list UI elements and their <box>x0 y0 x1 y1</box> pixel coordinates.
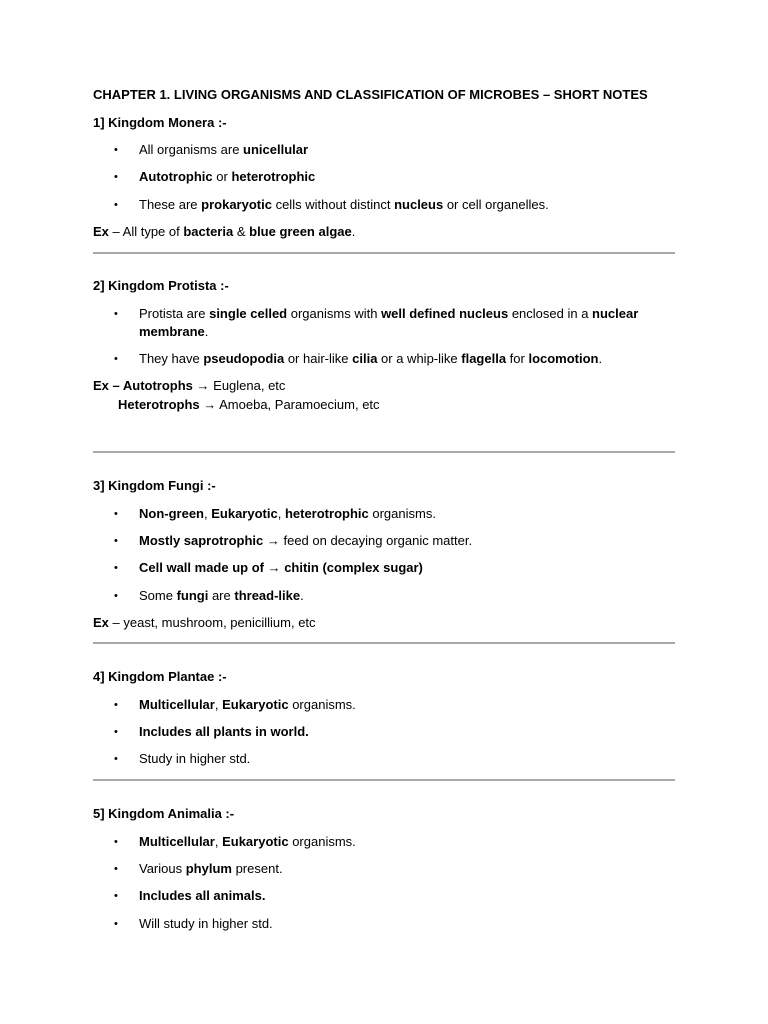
fungi-point-3: Cell wall made up of → chitin (complex sugar) <box>139 560 423 575</box>
bullet-marker: • <box>114 753 118 765</box>
section-heading-protista: 2] Kingdom Protista :- <box>93 278 229 293</box>
section-divider <box>93 642 675 644</box>
section-divider <box>93 779 675 781</box>
protista-point-1-continued: membrane. <box>139 324 209 339</box>
monera-example: Ex – All type of bacteria & blue green algae. <box>93 224 356 239</box>
monera-point-3: These are prokaryotic cells without distinct nucleus or cell organelles. <box>139 197 549 212</box>
section-divider <box>93 451 675 453</box>
section-heading-monera: 1] Kingdom Monera :- <box>93 115 227 130</box>
bullet-marker: • <box>114 144 118 156</box>
plantae-point-1: Multicellular, Eukaryotic organisms. <box>139 697 356 712</box>
bullet-marker: • <box>114 726 118 738</box>
bullet-marker: • <box>114 590 118 602</box>
fungi-point-4: Some fungi are thread-like. <box>139 588 304 603</box>
plantae-point-3: Study in higher std. <box>139 751 251 766</box>
protista-point-1: Protista are single celled organisms with well defined nucleus enclosed in a nuclear <box>139 306 639 321</box>
section-heading-plantae: 4] Kingdom Plantae :- <box>93 669 227 684</box>
section-heading-animalia: 5] Kingdom Animalia :- <box>93 806 235 821</box>
plantae-point-2: Includes all plants in world. <box>139 724 309 739</box>
bullet-marker: • <box>114 890 118 902</box>
bullet-marker: • <box>114 353 118 365</box>
protista-example-autotrophs: Ex – Autotrophs → Euglena, etc <box>93 378 286 393</box>
bullet-marker: • <box>114 863 118 875</box>
animalia-point-1: Multicellular, Eukaryotic organisms. <box>139 834 356 849</box>
section-divider <box>93 252 675 254</box>
bullet-marker: • <box>114 308 118 320</box>
bullet-marker: • <box>114 836 118 848</box>
animalia-point-2: Various phylum present. <box>139 861 283 876</box>
bullet-marker: • <box>114 508 118 520</box>
fungi-example: Ex – yeast, mushroom, penicillium, etc <box>93 615 316 630</box>
bullet-marker: • <box>114 199 118 211</box>
animalia-point-3: Includes all animals. <box>139 888 266 903</box>
bullet-marker: • <box>114 171 118 183</box>
fungi-point-1: Non-green, Eukaryotic, heterotrophic organisms. <box>139 506 436 521</box>
bullet-marker: • <box>114 918 118 930</box>
bullet-marker: • <box>114 562 118 574</box>
bullet-marker: • <box>114 535 118 547</box>
animalia-point-4: Will study in higher std. <box>139 916 273 931</box>
document-title: CHAPTER 1. LIVING ORGANISMS AND CLASSIFICATION OF MICROBES – SHORT NOTES <box>93 87 648 102</box>
section-heading-fungi: 3] Kingdom Fungi :- <box>93 478 216 493</box>
monera-point-2: Autotrophic or heterotrophic <box>139 169 316 184</box>
bullet-marker: • <box>114 699 118 711</box>
protista-point-2: They have pseudopodia or hair-like cilia or a whip-like flagella for locomotion. <box>139 351 603 366</box>
protista-example-heterotrophs: Heterotrophs → Amoeba, Paramoecium, etc <box>118 397 380 412</box>
monera-point-1: All organisms are unicellular <box>139 142 309 157</box>
fungi-point-2: Mostly saprotrophic → feed on decaying organic matter. <box>139 533 473 548</box>
